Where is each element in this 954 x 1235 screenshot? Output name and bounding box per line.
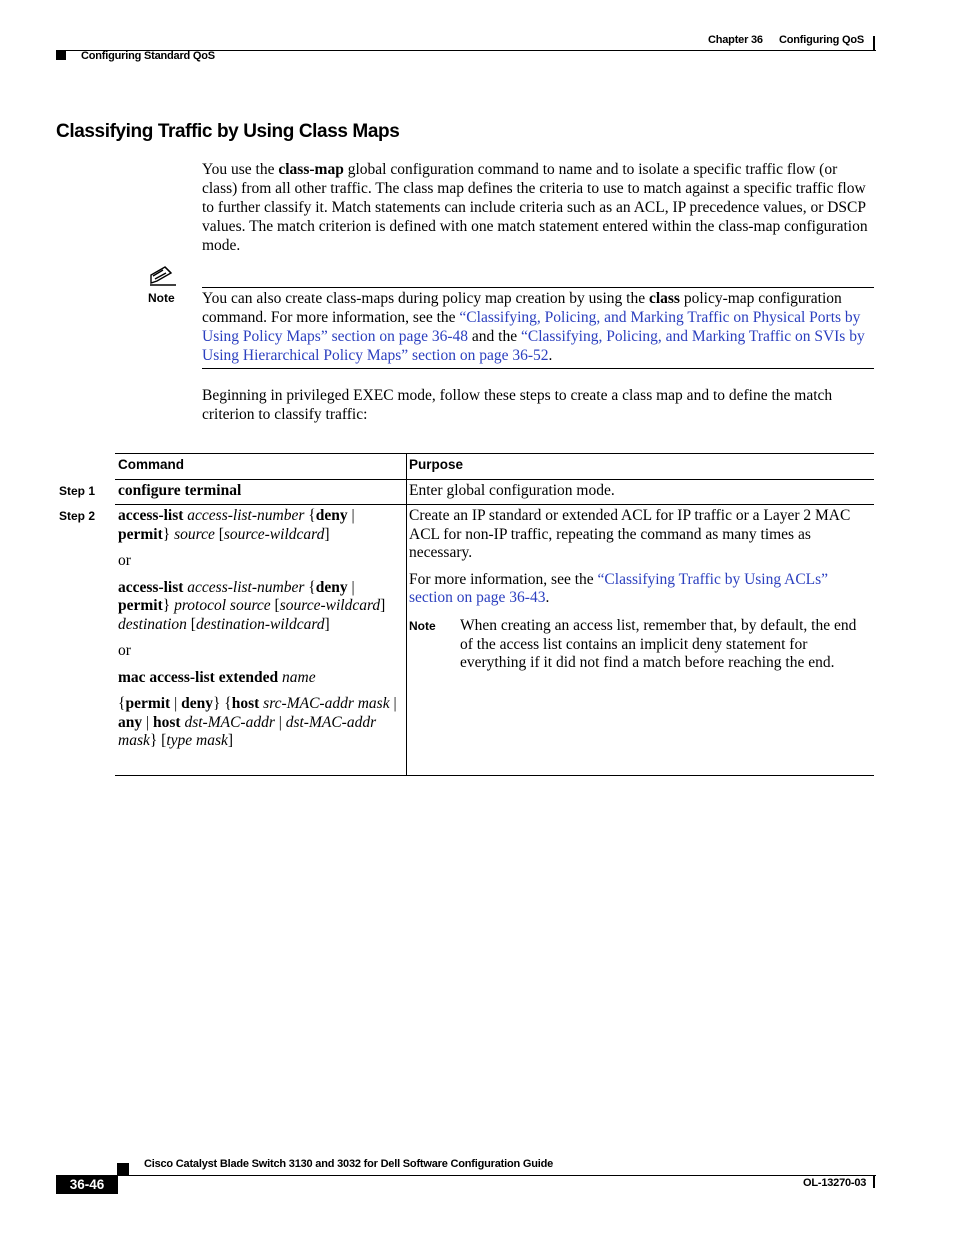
note-text-2: policy-map configuration command. For more information, see the [202, 290, 842, 326]
note-link-svis[interactable]: “Classifying, Policing, and Marking Traffic on SVIs by Using Hierarchical Policy Maps” section on page 36-52 [202, 328, 865, 364]
note-label: Note [148, 291, 175, 305]
note-keyword-class: class [648, 290, 680, 307]
note-pencil-icon [148, 264, 178, 291]
intro-text-1: You use the [202, 161, 279, 178]
header-section: Configuring Standard QoS [81, 50, 215, 62]
step-2-note-text: When creating an access list, remember that, by default, the end of the access list contains an implicit deny statement for everything if it did not find a match before reaching the end. [460, 617, 857, 671]
header-chapter: Chapter 36 [708, 34, 763, 46]
note-text-4: . [548, 347, 553, 364]
note-text-3: and the [468, 328, 521, 345]
step-1-purpose: Enter global configuration mode. [409, 482, 615, 499]
command-access-list-standard: access-list access-list-number {deny | permit} source [source-wildcard] [118, 507, 355, 543]
intro-text-2: global configuration command to name and to isolate a specific traffic flow (or class) from all other traffic. The class map defines the criteria to use to match against a specific traffic flow to further classify it. Match statements can include criteria such as an ACL, IP precedence values, or DSCP values. The match criterion is defined with one match statement entered within the class-map configuration mode. [202, 161, 868, 254]
step-2-note-label: Note [409, 619, 436, 633]
note-text-1: You can also create class-maps during policy map creation by using the [202, 290, 649, 307]
step-2-more-info: For more information, see the “Classifying Traffic by Using ACLs” section on page 36-43. [409, 570, 829, 606]
intro-paragraph [202, 160, 874, 255]
header-chapter-title: Configuring QoS [779, 34, 864, 46]
step-1-command [118, 482, 241, 501]
section-heading: Classifying Traffic by Using Class Maps [56, 121, 400, 142]
command-mac-permit-deny: {permit | deny} {host src-MAC-addr mask | any | host dst-MAC-addr | dst-MAC-addr mask} [type mask] [118, 695, 397, 749]
table-top-rule [115, 453, 874, 454]
note-text [202, 289, 874, 365]
footer-doc-id: OL-13270-03 [803, 1177, 867, 1189]
step-2-purpose-text: Create an IP standard or extended ACL for IP traffic or a Layer 2 MAC ACL for non-IP traffic, repeating the command as many times as necessary. [409, 507, 851, 561]
acl-section-link[interactable]: “Classifying Traffic by Using ACLs” section on page 36-43 [409, 570, 829, 606]
column-header-purpose: Purpose [409, 457, 464, 472]
intro-keyword-class-map: class-map [278, 161, 344, 178]
note-top-rule [202, 287, 874, 288]
or-separator-1: or [118, 552, 131, 569]
step-1-label: Step 1 [59, 484, 96, 498]
command-mac-access-list: mac access-list extended name [118, 668, 316, 686]
table-row-rule [115, 504, 874, 505]
steps-intro: Beginning in privileged EXEC mode, follow these steps to create a class map and to define the match criterion to classify traffic: [202, 387, 833, 423]
column-header-command: Command [118, 457, 185, 472]
step-2-purpose [409, 507, 869, 616]
table-header-rule [115, 479, 874, 480]
table-bottom-rule [115, 775, 874, 776]
footer-marker [117, 1163, 129, 1175]
header-marker [56, 50, 66, 60]
step-2-command [118, 507, 400, 759]
page-number: 36-46 [56, 1175, 118, 1194]
step-2-label: Step 2 [59, 509, 96, 523]
table-column-divider [406, 453, 407, 775]
step-1-command-text: configure terminal [118, 482, 242, 499]
footer-guide-title: Cisco Catalyst Blade Switch 3130 and 3032 for Dell Software Configuration Guide [144, 1158, 554, 1170]
header-edge-bar [873, 36, 875, 50]
or-separator-2: or [118, 642, 131, 659]
command-access-list-extended: access-list access-list-number {deny | permit} protocol source [source-wildcard] destination [destination-wildcard] [118, 578, 386, 633]
footer-edge-bar [873, 1175, 875, 1188]
footer-rule [117, 1175, 876, 1176]
note-link-physical-ports[interactable]: “Classifying, Policing, and Marking Traffic on Physical Ports by Using Policy Maps” section on page 36-48 [202, 309, 861, 345]
note-bottom-rule [202, 368, 874, 369]
